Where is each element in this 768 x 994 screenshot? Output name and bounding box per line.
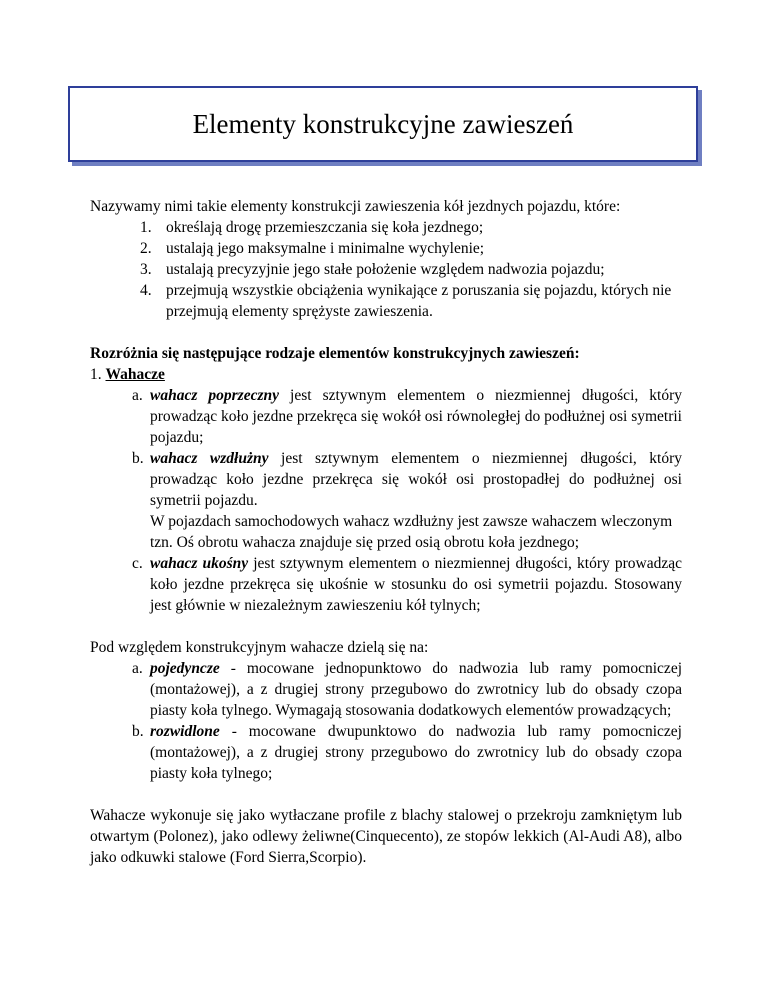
list-item — [90, 217, 682, 238]
intro-paragraph: Nazywamy nimi takie elementy konstrukcji zawieszenia kół jezdnych pojazdu, które: — [90, 198, 621, 215]
list-item — [90, 658, 682, 721]
item-number: 4. — [140, 282, 152, 299]
intro-list — [90, 217, 682, 322]
item-text: jest sztywnym elementem o niezmiennej długości, który prowadząc koło jezdne przekręca się wokół osi równoległej do podłużnej osi symetrii pojazdu; — [150, 387, 682, 446]
item-text: jest sztywnym elementem o niezmiennej długości, który prowadząc koło jezdne przekręca się ukośnie w stosunku do osi symetrii pojazdu. Stosowany jest głównie w niezależnym zawieszeniu kół tylnych; — [150, 555, 682, 614]
item-text: przejmują wszystkie obciążenia wynikające z poruszania się pojazdu, których nie przejmują elementy sprężyste zawieszenia. — [166, 282, 672, 320]
section-number: 1. — [90, 366, 102, 383]
list-item — [90, 259, 682, 280]
construction-paragraph: Pod względem konstrukcyjnym wahacze dzielą się na: — [90, 639, 429, 656]
closing-paragraph: Wahacze wykonuje się jako wytłaczane profile z blachy stalowej o przekroju zamkniętym lub otwartym (Polonez), jako odlewy żeliwne(Cinquecento), ze stopów lekkich (Al-Audi A8), albo jako odkuwki stalowe (Ford Sierra,Scorpio). — [90, 807, 682, 866]
section-title: Wahacze — [105, 366, 165, 383]
title-box — [68, 86, 698, 162]
list-item — [90, 385, 682, 448]
list-item — [90, 553, 682, 616]
item-letter: b. — [132, 723, 144, 740]
item-note: W pojazdach samochodowych wahacz wzdłużny jest zawsze wahaczem wleczonym tzn. Oś obrotu wahacza znajduje się przed osią obrotu koła jezdnego; — [150, 513, 673, 551]
item-text: ustalają jego maksymalne i minimalne wychylenie; — [166, 240, 485, 257]
swingarm-types-list — [90, 385, 682, 616]
construction-list — [90, 658, 682, 784]
document-body — [90, 196, 682, 868]
item-number: 1. — [140, 219, 152, 236]
list-item — [90, 238, 682, 259]
item-term: wahacz poprzeczny — [150, 387, 279, 404]
item-text: określają drogę przemieszczania się koła jezdnego; — [166, 219, 484, 236]
list-item — [90, 280, 682, 322]
item-letter: a. — [132, 660, 143, 677]
item-text: jest sztywnym elementem o niezmiennej długości, który prowadząc koło jezdne przekręca się wokół osi prostopadłej do podłużnej osi symetrii pojazdu. — [150, 450, 682, 509]
item-letter: a. — [132, 387, 143, 404]
item-number: 3. — [140, 261, 152, 278]
item-term: rozwidlone — [150, 723, 220, 740]
page-title: Elementy konstrukcyjne zawieszeń — [192, 108, 574, 139]
item-term: wahacz wzdłużny — [150, 450, 269, 467]
section-title-line — [90, 364, 682, 385]
item-number: 2. — [140, 240, 152, 257]
item-term: wahacz ukośny — [150, 555, 249, 572]
item-term: pojedyncze — [150, 660, 220, 677]
item-text: - mocowane jednopunktowo do nadwozia lub ramy pomocniczej (montażowej), a z drugiej strony przegubowo do zwrotnicy lub do obsady czopa piasty koła tylnego. Wymagają stosowania dodatkowych elementów prowadzących; — [150, 660, 682, 719]
item-text: - mocowane dwupunktowo do nadwozia lub ramy pomocniczej (montażowej), a z drugiej strony przegubowo do zwrotnicy lub do obsady czopa piasty koła tylnego; — [150, 723, 682, 782]
list-item — [90, 448, 682, 553]
list-item — [90, 721, 682, 784]
types-heading: Rozróżnia się następujące rodzaje elementów konstrukcyjnych zawieszeń: — [90, 345, 580, 362]
item-text: ustalają precyzyjnie jego stałe położenie względem nadwozia pojazdu; — [166, 261, 605, 278]
item-letter: b. — [132, 450, 144, 467]
item-letter: c. — [132, 555, 143, 572]
